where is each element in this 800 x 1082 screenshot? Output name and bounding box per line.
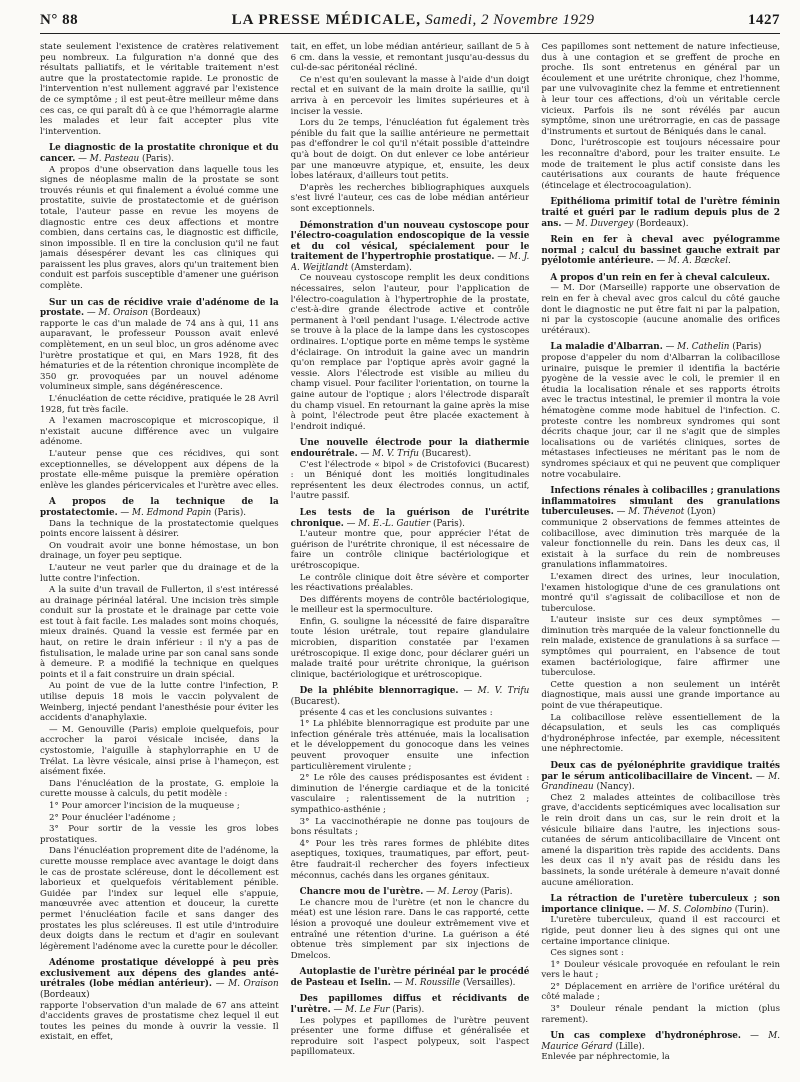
article-title: Chancre mou de l'urètre. [299,887,424,898]
paragraph: L'uretère tuberculeux, quand il est raccourci et rigide, peut donner lieu à des signes qui ont une certaine importance clinique. [541,915,780,947]
article-author: — M. J. A. Weijtlandt [290,252,530,273]
article-heading [40,143,279,164]
article-author: — M. V. Trifu [357,448,419,459]
article-heading [40,958,279,1000]
article-title: Epithélioma primitif total de l'urètre féminin traité et guéri par le radium depuis plus de 2 ans. [541,197,780,229]
article-author: — M. Oraison [212,979,279,990]
paragraph: L'auteur ne veut parler que du drainage et de la lutte contre l'infection. [40,562,279,584]
paragraph: Donc, l'urétroscopie est toujours nécessaire pour les reconnaître d'abord, pour les traiter ensuite. Le mode de traitement le plus actif consiste dans les cautérisations aux courants de haute fréquence (étincelage et électrocoagulation). [541,138,780,191]
article-title: Autoplastie de l'urètre périnéal par le procédé de Pasteau et Iselin. [290,967,530,988]
article-heading [40,497,279,518]
article-title: Deux cas de pyélonéphrite gravidique traités par le sérum anticolibacillaire de Vincent. [541,761,780,782]
paragraph: Des différents moyens de contrôle bactériologique, le meilleur est la spermoculture. [290,594,530,616]
paragraph: 1° Douleur vésicale provoquée en refoulant le rein vers le haut ; [541,959,780,981]
article-location: (Bucarest). [418,448,472,459]
article-location: (Paris) [729,342,762,353]
article-title: De la phlébite blennorragique. [299,686,459,697]
article-title: Des papillomes diffus et récidivants de l'urètre. [290,994,530,1016]
article-title: Les tests de la guérison de l'urétrite chronique. [290,507,530,529]
paragraph: Ces signes sont : [550,948,624,959]
article-title: Démonstration d'un nouveau cystoscope pour l'électro-coagulation endoscopique de la vessie et du col vésical, spécialement pour le traitement de l'hypertrophie prostatique. [290,220,530,263]
paragraph: Enlevée par néphrectomie, la [541,1052,670,1063]
paragraph: 2° Déplacement en arrière de l'orifice urétéral du côté malade ; [541,981,780,1003]
article-author: — M. Cathelin [662,342,730,353]
article-heading [291,967,530,988]
paragraph: 1° Pour amorcer l'incision de la muqueuse ; [49,800,240,811]
article-heading [40,298,279,319]
article-location: (Bordeaux) [148,308,201,319]
article-author: — M. Thévenot [613,507,685,518]
masthead-title [232,12,595,29]
article-location: (Versailles). [460,977,516,988]
paragraph: L'auteur insiste sur ces deux symptômes — diminution très marquée de la valeur fonctionnelle du rein malade, existence de granulations à sa surface — symptômes qui pourraient, en l'absence de tout examen bactériologique, faire affirmer une tuberculose. [541,615,780,679]
article-author: — M. A. Bœckel. [653,256,731,267]
page-number: 1427 [748,12,780,28]
paragraph: L'énucléation de cette récidive, pratiquée le 28 Avril 1928, fut très facile. [40,394,279,415]
article-title: Un cas complexe d'hydronéphrose. [550,1031,741,1042]
paragraph: Le chancre mou de l'urètre (et non le chancre du méat) est une lésion rare. Dans le cas rapporté, cette lésion a provoqué une douleur extrêmement vive et entraîné une rétention d'urine. La guérison a été obtenue très simplement par six injections de Dmelcos. [290,897,530,961]
article-heading [541,761,780,793]
paragraph: Chez 2 malades atteintes de colibacillose très grave, d'accidents septicémiques avec localisation sur le rein droit dans un cas, sur le rein droit et la vésicule biliaire dans l'autre, les injections sous-cutanées de sérum anticolibacillaire de Vincent ont amené la disparition très rapide des accidents. Dans les deux cas il n'y avait pas de résidu dans les bassinets, la sonde urétérale à demeure n'avait donné aucune amélioration. [541,792,780,888]
paragraph: Le contrôle clinique doit être sévère et comporter les réactivations préalables. [290,572,530,594]
article-title: Une nouvelle électrode pour la diathermie endourétrale. [290,438,530,459]
column-3 [541,42,780,1072]
article-location: (Paris). [477,887,513,898]
article-author: — M. Le Fur [330,1005,390,1016]
paragraph: Ces papillomes sont nettement de nature infectieuse, dus à une contagion et se greffent de proche en proche. Ils sont entretenus en général par un écoulement et une urétrite chronique, chez l'homme, par une vulvovaginite chez la femme et entretiennent à leur tour ces affections, d'où un véritable cercle vicieux. Parfois ils ne sont révélés par aucun symptôme, sinon une urétrorragie, en cas de passage d'instruments et surtout de Béniqués dans le canal. [541,42,780,137]
article-author: — M. E.-L. Gautier [343,518,431,529]
issue-number: N° 88 [40,12,79,28]
paragraph: rapporte l'observation d'un malade de 67 ans atteint d'accidents graves de prostatisme chez lequel il eut toutes les peines du monde à ouvrir la vessie. Il existait, en effet, [40,1000,279,1043]
column-2 [291,42,530,1072]
paragraph: Lors du 2e temps, l'énucléation fut également très pénible du fait que la saillie antérieure ne permettait pas d'effondrer le col qu'il n'était possible d'atteindre qu'à bout de doigt. On dut enlever ce lobe antérieur par une manœuvre atypique, et, ensuite, les deux lobes latéraux, d'ailleurs tout petits. [290,118,530,182]
article-title: Rein en fer à cheval avec pyélogramme normal ; calcul du bassinet gauche extrait par pyélotomie antérieure. [541,235,780,267]
article-heading [541,894,780,915]
article-location: (Bordeaux) [40,990,90,1001]
article-location: (Lille). [612,1041,645,1052]
paragraph: Dans l'énucléation proprement dite de l'adénome, la curette mousse remplace avec avantage le doigt dans le cas de prostate scléreuse, dont le décollement est laborieux et quelquefois véritablement pénible. Guidée par l'index sur lequel elle s'appuie, manœuvrée avec attention et douceur, la curette permet l'énucléation facile et sans danger des prostates les plus scléreuses. Il est utile d'introduire deux doigts dans le rectum et d'agir en soulevant légèrement l'adénome avec la curette pour le décoller. [40,846,279,952]
article-heading [291,221,530,274]
paragraph: D'après les recherches bibliographiques auxquels s'est livré l'auteur, ces cas de lobe médian antérieur sont exceptionnels. [290,182,530,214]
paragraph: 3° La vaccinothérapie ne donne pas toujours de bons résultats ; [290,816,530,838]
paragraph: 1° La phlébite blennorragique est produite par une infection générale très atténuée, mais la localisation et le développement du gonocoque dans les veines peuvent provoquer ensuite une infection particulièrement virulente ; [290,719,530,772]
paragraph: Cette question a non seulement un intérêt diagnostique, mais aussi une grande importance au point de vue thérapeutique. [541,679,780,712]
paragraph: On voudrait avoir une bonne hémostase, un bon drainage, un foyer peu septique. [40,540,279,562]
paragraph: Au point de vue de la lutte contre l'infection, P. utilise depuis 18 mois le vaccin polyvalent de Weinberg, injecté pendant l'anesthésie pour éviter les accidents d'anaphylaxie. [40,681,279,724]
article-heading [541,1031,780,1052]
article-title: Adénome prostatique développé à peu près exclusivement aux dépens des glandes anté-urétrales (lobe médian antérieur). [40,958,279,990]
article-heading [291,994,530,1015]
paragraph: Dans l'énucléation de la prostate, G. emploie la curette mousse à calculs, du petit modèle : [40,778,279,800]
paragraph: — M. Dor (Marseille) rapporte une observation de rein en fer à cheval avec gros calcul du côté gauche dont le diagnostic ne put être fait ni par la palpation, ni par la cystoscopie (aucune anomalie des orifices urétéraux). [541,283,780,336]
paragraph: 3° Pour sortir de la vessie les gros lobes prostatiques. [40,824,279,845]
article-author: — M. Maurice Gérard [541,1031,780,1052]
article-location: (Paris). [430,518,465,529]
paragraph: Ce nouveau cystoscope remplit les deux conditions nécessaires, selon l'auteur, pour l'application de l'électro-coagulation à l'hypertrophie de la prostate, c'est-à-dire grande électrode active et contrôle permanent à l'œil pendant l'usage. L'électrode active se trouve à la place de la lampe dans les cystoscopes ordinaires. L'optique porte en même temps le système d'éclairage. On introduit la gaine avec un mandrin qu'on remplace par l'optique après avoir gagné la vessie. Alors l'électrode est visible au milieu du champ visuel. Pour faciliter l'orientation, on tourne la gaine autour de l'optique ; alors l'électrode disparaît du champ visuel. En retournant la gaine après la mise à point, l'électrode peut être placée exactement à l'endroit indiqué. [290,273,530,432]
article-location: (Lyon) [684,507,716,518]
paragraph: La colibacillose relève essentiellement de la décapsulation, et seuls les cas compliqués d'hydronéphrose infectée, par exemple, nécessitent une néphrectomie. [541,712,780,755]
issue-date: Samedi, 2 Novembre 1929 [425,12,595,28]
article-title: La maladie d'Albarran. [550,342,663,353]
article-heading [291,887,530,898]
article-author: — M. V. Trifu [458,686,530,697]
article-author: — M. Edmond Papin [117,507,212,518]
column-1 [40,42,279,1072]
article-heading [541,235,780,267]
paragraph: propose d'appeler du nom d'Albarran la colibacillose urinaire, puisque le premier il identifia la bactérie pyogène de la vessie avec le coli, le premier il en étudia la localisation rénale et ses rapports étroits avec le tractus intestinal, le premier il montra la voie hématogène comme mode habituel de l'infection. C. proteste contre les nombreux syndromes qui sont décrits chaque jour, car il ne s'agit que de simples localisations ou de variétés cliniques, sortes de métastases infectieuses ne méritant pas le nom de syndromes spéciaux et qui ne peuvent que compliquer notre vocabulaire. [541,353,780,480]
article-author: — M. S. Colombino [643,904,732,915]
paragraph: Ce n'est qu'en soulevant la masse à l'aide d'un doigt rectal et en suivant de la main droite la saillie, qu'il arriva à en percevoir les limites supérieures et à inciser la vessie. [290,74,530,117]
paragraph: L'auteur pense que ces récidives, qui sont exceptionnelles, se développent aux dépens de la prostate elle-même puisque la première opération enlève les glandes péricervicales et l'urètre avec elles. [40,448,279,491]
paragraph: présente 4 cas et les conclusions suivantes : [299,707,493,718]
article-title: La rétraction de l'uretère tuberculeux ; son importance clinique. [541,894,780,915]
article-location: (Bucarest). [290,697,341,708]
paragraph: rapporte le cas d'un malade de 74 ans à qui, 11 ans auparavant, le professeur Pousson avait enlevé complètement, en un seul bloc, un gros adénome avec l'urètre prostatique et qui, en Mars 1928, fit des hématuries et de la rétention chronique incomplète de 350 gr. provoquées par un nouvel adénome volumineux simple, sans dégénérescence. [40,318,279,393]
paragraph: communique 2 observations de femmes atteintes de colibacillose, avec diminution très marquée de la valeur fonctionnelle du rein. Dans les deux cas, il existait à la surface du rein de nombreuses granulations inflammatoires. [541,517,780,571]
paragraph: L'examen direct des urines, leur inoculation, l'examen histologique d'une de ces granulations ont montré qu'il s'agissait de colibacillose et non de tuberculose. [541,571,780,614]
article-title: Le diagnostic de la prostatite chronique et du cancer. [40,143,279,164]
article-location: (Turin). [731,904,769,915]
article-location: (Paris). [211,507,247,518]
paragraph: 3° Douleur rénale pendant la miction (plus rarement). [541,1004,780,1025]
paragraph: 2° Le rôle des causes prédisposantes est évident : diminution de l'énergie cardiaque et de la tonicité vasculaire ; ralentissement de la nutrition ; sympathico-asthénie ; [290,773,530,815]
masthead [40,12,780,34]
article-heading [291,438,530,459]
article-author: — M. Oraison [84,308,149,319]
article-location: (Paris). [389,1005,425,1016]
journal-title: LA PRESSE MÉDICALE, [231,12,422,28]
article-heading [541,486,780,518]
paragraph: 2° Pour énucléer l'adénome ; [49,812,176,823]
article-heading [541,197,780,229]
paragraph: 4° Pour les très rares formes de phlébite dites aseptiques, toxiques, traumatiques, par effort, peut-être faudrait-il rechercher des foyers infectieux méconnus, cachés dans les organes génitaux. [290,838,530,881]
paragraph: A l'examen macroscopique et microscopique, il n'existait aucune différence avec un vulgaire adénome. [40,416,279,448]
paragraph: — M. Genouville (Paris) emploie quelquefois, pour accrocher la paroi vésicale incisée, dans la cystostomie, l'aiguille à staphylorraphie en U de Trélat. La lèvre vésicale, ainsi prise à l'hameçon, est aisément fixée. [40,724,279,778]
paragraph: L'auteur montre que, pour apprécier l'état de guérison de l'urétrite chronique, il est nécessaire de faire un contrôle clinique bactériologique et urétroscopique. [290,529,530,571]
article-heading [291,686,530,707]
paragraph: C'est l'électrode « bipol » de Cristofovici (Bucarest) : un Béniqué dont les moitiés longitudinales représentent les deux électrodes connus, un actif, l'autre passif. [290,459,530,502]
article-title: Infections rénales à colibacilles ; granulations inflammatoires simulant des granulations tuberculeuses. [541,486,780,518]
article-columns [40,42,780,1072]
paragraph: Enfin, G. souligne la nécessité de faire disparaître toute lésion urétrale, tout repaire glandulaire microbien, disparition constatée par l'examen urétroscopique. Il exige donc, pour déclarer guéri un malade traité pour urétrite chronique, la guérison clinique, bactériologique et urétroscopique. [290,616,530,680]
article-author: — M. Grandineau [541,771,780,793]
article-title: A propos de la technique de la prostatectomie. [40,497,279,518]
article-title: A propos d'un rein en fer à cheval calculeux. [550,272,770,283]
article-location: (Paris). [139,153,174,164]
article-heading [291,508,530,529]
article-author: — M. Pasteau [75,153,140,164]
paragraph: tait, en effet, un lobe médian antérieur, saillant de 5 à 6 cm. dans la vessie, et remontant jusqu'au-dessus du cul-de-sac péritonéal récliné. [290,42,530,74]
article-location: (Amsterdam). [348,262,412,273]
article-title: Sur un cas de récidive vraie d'adénome de la prostate. [40,297,279,319]
article-author: — M. Duvergey [561,218,634,229]
paragraph: A la suite d'un travail de Fullerton, il s'est intéressé au drainage périnéal latéral. Une incision très simple conduit sur la prostate et le drainage par cette voie est tout à fait facile. Les malades sont moins choqués, mieux drainés. Quand la vessie est fermée par en haut, on retire le drain inférieur : il n'y a pas de fistulisation, le malade urine par son canal sans sonde à demeure. P. a modifié la technique en quelques points et il a fait construire un drain spécial. [40,585,279,680]
article-heading [541,342,780,353]
paragraph: A propos d'une observation dans laquelle tous les signes de néoplasme malin de la prostate se sont trouvés réunis et qui finalement a évolué comme une prostatite, suivie de prostatectomie et de guérison totale, l'auteur passe en revue les moyens de diagnostic entre ces deux affections et montre combien, dans certains cas, le diagnostic est difficile, sinon impossible. Il en tire la conclusion qu'il ne faut jamais désespérer devant les cas cliniques qui paraissent les plus graves, alors qu'un traitement bien conduit est parfois susceptible d'amener une guérison complète. [40,164,279,292]
article-author: — M. Leroy [423,887,478,898]
article-heading [541,273,780,284]
paragraph: Dans la technique de la prostatectomie quelques points encore laissent à désirer. [40,518,279,540]
paragraph: Les polypes et papillomes de l'urètre peuvent présenter une forme diffuse et généralisée et reproduire soit l'aspect polypeux, soit l'aspect papillomateux. [290,1015,530,1058]
article-author: — M. Roussille [390,977,461,988]
paragraph: state seulement l'existence de cratères relativement peu nombreux. La fulguration n'a donné que des résultats palliatifs, et le véritable traitement n'est autre que la prostatectomie rapide. Le pronostic de l'intervention n'est nullement aggravé par l'existence de ce symptôme ; il est peut-être meilleur même dans ces cas, ce qui paraît dû à ce que l'hémorragie alarme les malades et leur fait accepter plus vite l'intervention. [40,42,279,137]
article-location: (Bordeaux). [633,218,689,229]
article-location: (Nancy). [593,782,635,793]
